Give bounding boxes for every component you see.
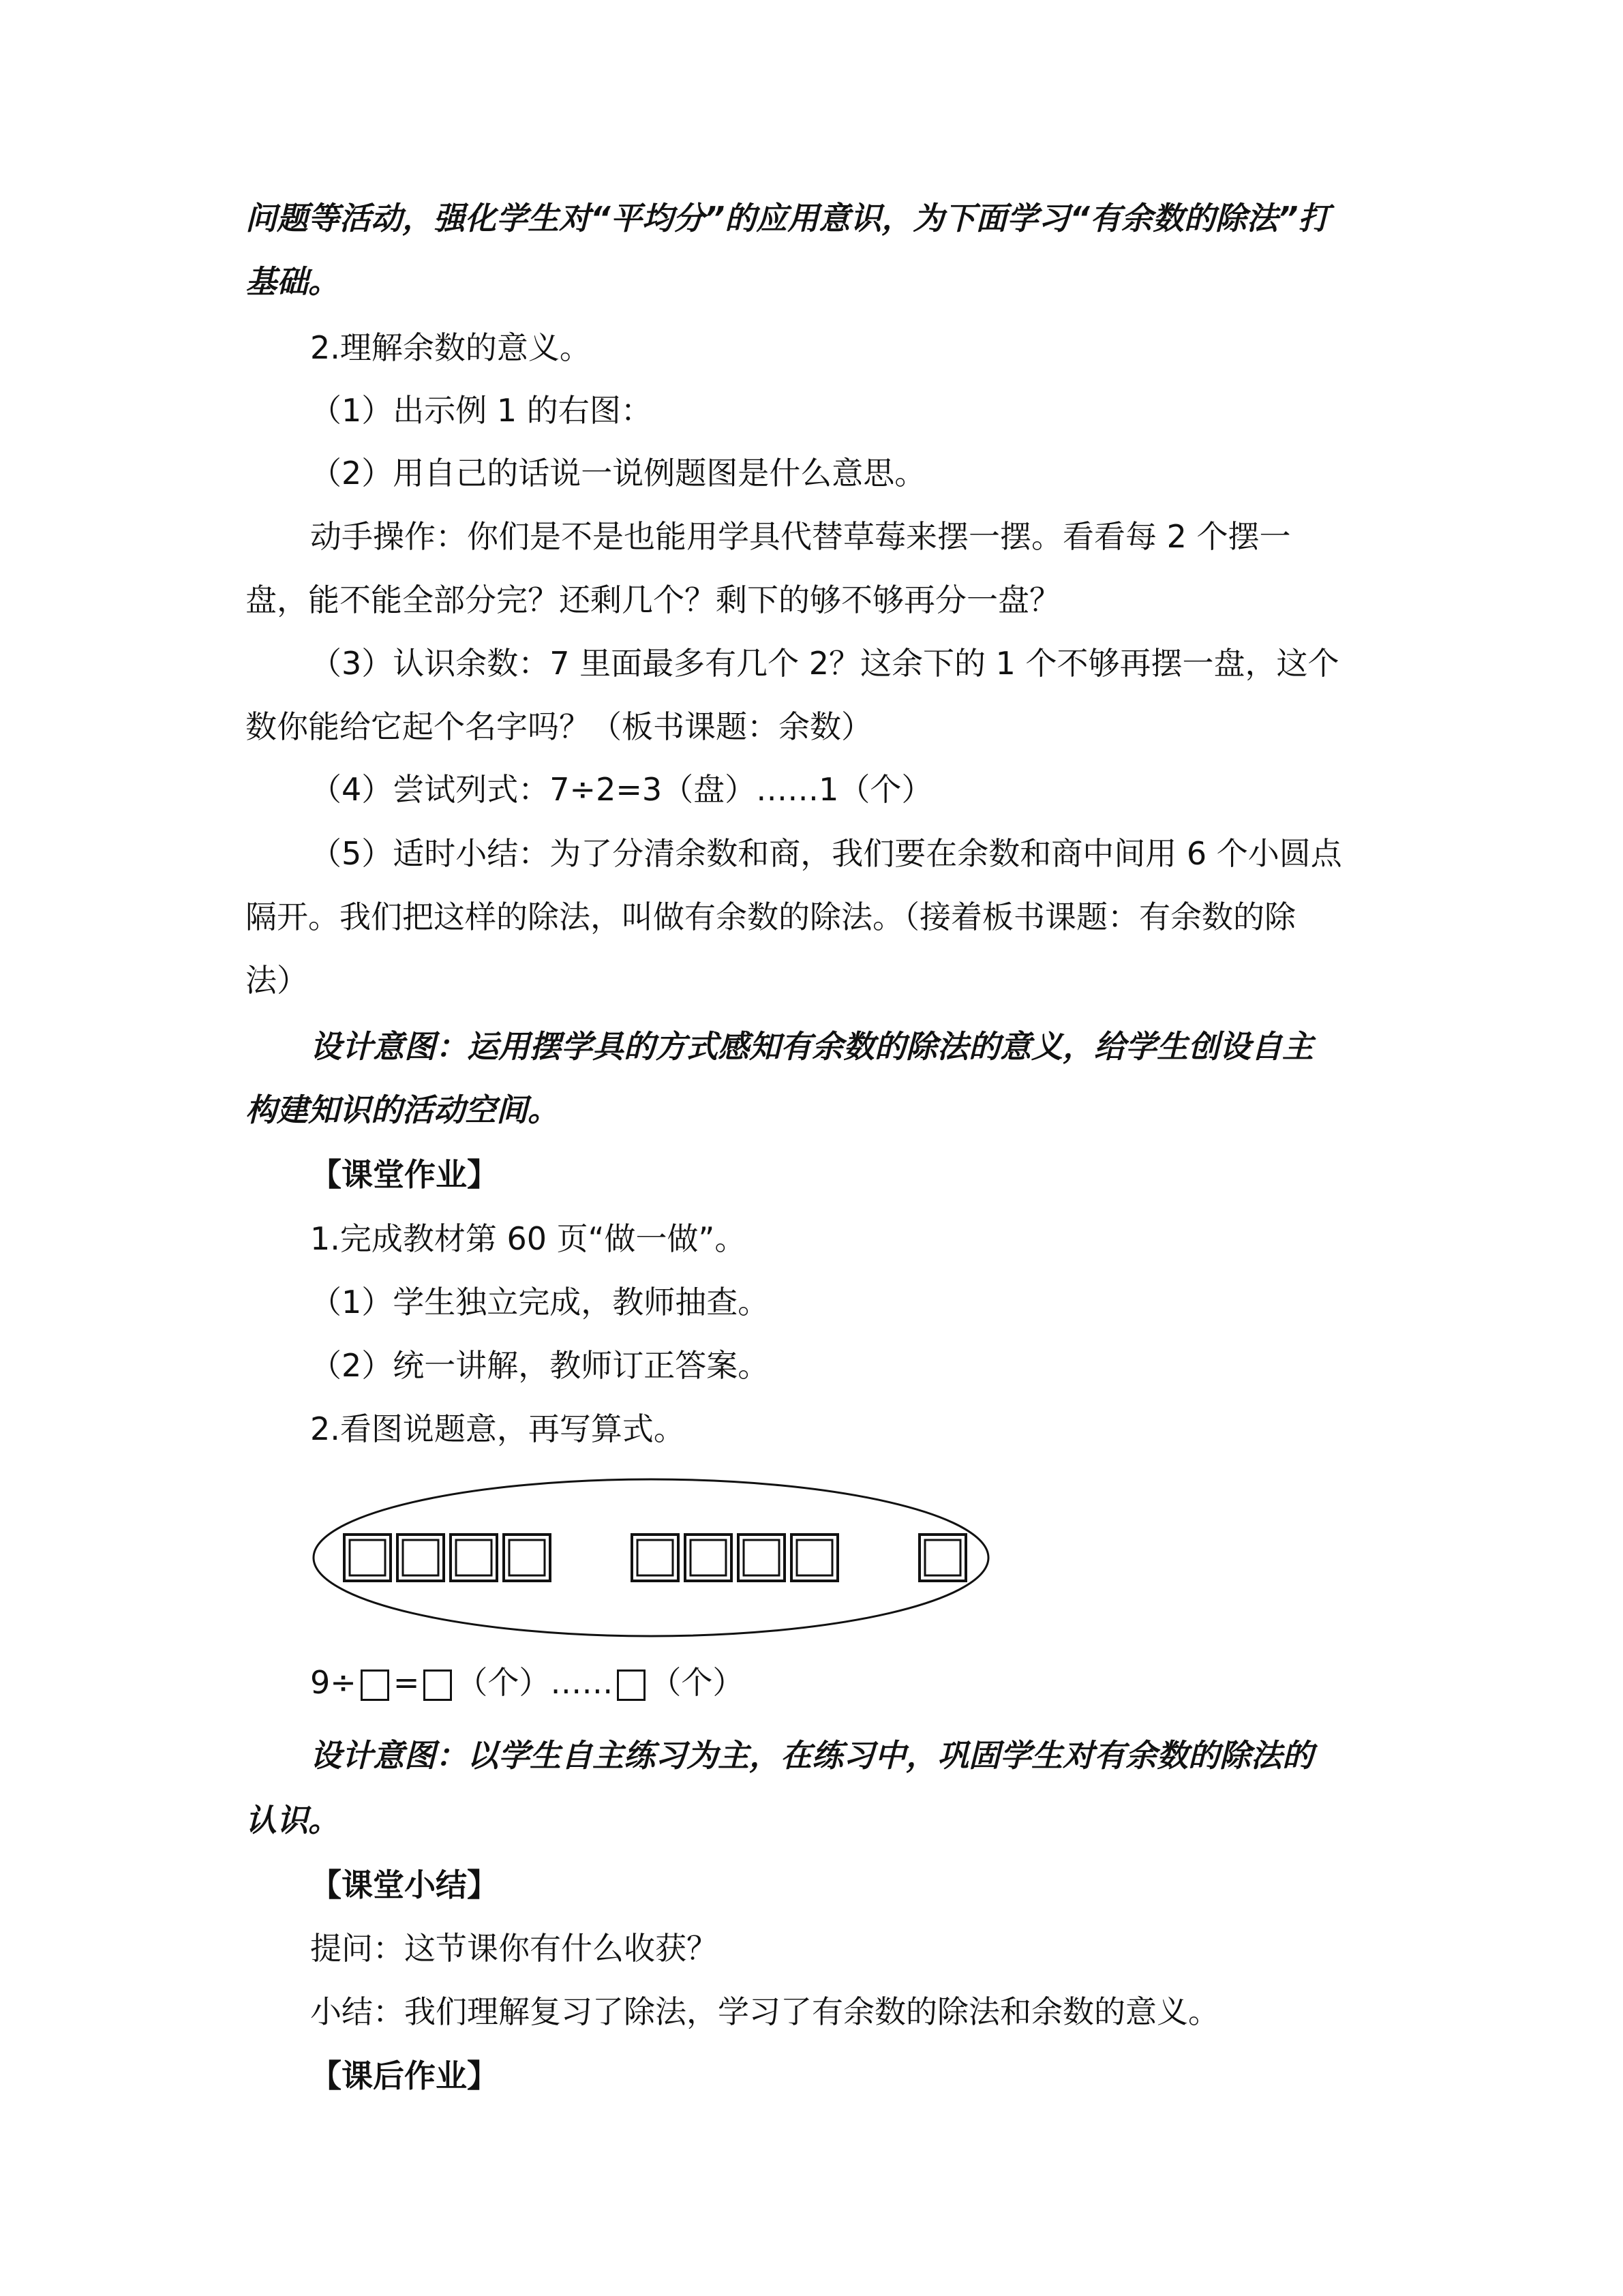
answer-box-quotient[interactable] — [423, 1670, 452, 1701]
item-square — [738, 1535, 785, 1581]
heading-homework: 【课后作业】 — [310, 2057, 498, 2094]
step-text: （2）用自己的话说一说例题图是什么意思。 — [310, 455, 926, 492]
item-square-inner — [509, 1540, 545, 1575]
design-intent-text: 构建知识的活动空间。 — [245, 1091, 559, 1128]
activity-text: 动手操作：你们是不是也能用学具代替草莓来摆一摆。看看每 2 个摆一 — [310, 518, 1291, 555]
answer-box-divisor[interactable] — [361, 1670, 389, 1701]
exercise-text: （2）统一讲解，教师订正答案。 — [310, 1347, 770, 1384]
heading-summary: 【课堂小结】 — [310, 1867, 498, 1903]
step-text: （3）认识余数：7 里面最多有几个 2？这余下的 1 个不够再摆一盘，这个 — [310, 645, 1339, 682]
item-square-inner — [637, 1540, 673, 1575]
item-square-inner — [744, 1540, 779, 1575]
formula-unit: （个） — [650, 1664, 744, 1701]
design-intent-text: 设计意图：以学生自主练习为主，在练习中，巩固学生对有余数的除法的 — [310, 1737, 1314, 1774]
formula-dots: …… — [550, 1664, 613, 1701]
step-text: （5）适时小结：为了分清余数和商，我们要在余数和商中间用 6 个小圆点 — [310, 835, 1342, 872]
item-square-inner — [691, 1540, 726, 1575]
step-text: 法） — [245, 962, 308, 999]
item-square — [344, 1535, 391, 1581]
exercise-text: 2.看图说题意，再写算式。 — [310, 1410, 685, 1447]
formula-unit: （个） — [456, 1664, 551, 1701]
item-square — [397, 1535, 444, 1581]
item-square-inner — [403, 1540, 438, 1575]
item-square — [632, 1535, 678, 1581]
item-square-inner — [456, 1540, 491, 1575]
ellipse-figure-svg — [310, 1476, 992, 1640]
step-text: 数你能给它起个名字吗？（板书课题：余数） — [245, 708, 873, 745]
group-ellipse — [314, 1479, 988, 1636]
formula-equals: = — [393, 1664, 420, 1701]
step-text: （1）出示例 1 的右图： — [310, 392, 652, 429]
answer-box-remainder[interactable] — [617, 1670, 646, 1701]
summary-answer: 小结：我们理解复习了除法，学习了有余数的除法和余数的意义。 — [310, 1993, 1219, 2030]
activity-text: 盘，能不能全部分完？还剩几个？剩下的够不够再分一盘？ — [245, 581, 1061, 618]
step-text: （4）尝试列式：7÷2=3（盘）……1（个） — [310, 771, 933, 808]
exercise-text: （1）学生独立完成，教师抽查。 — [310, 1284, 770, 1320]
design-intent-text: 问题等活动，强化学生对“平均分”的应用意识，为下面学习“有余数的除法”打 — [245, 200, 1330, 237]
item-square — [685, 1535, 731, 1581]
step-text: 隔开。我们把这样的除法，叫做有余数的除法。（接着板书课题：有余数的除 — [245, 898, 1296, 935]
design-intent-text: 认识。 — [245, 1802, 339, 1839]
formula-line — [310, 1662, 1442, 1703]
item-square — [920, 1535, 966, 1581]
exercise-text: 1.完成教材第 60 页“做一做”。 — [310, 1220, 746, 1257]
item-square — [451, 1535, 497, 1581]
item-square-inner — [797, 1540, 832, 1575]
section-title: 2.理解余数的意义。 — [310, 329, 591, 366]
item-square — [504, 1535, 550, 1581]
design-intent-text: 基础。 — [245, 263, 339, 300]
heading-classwork: 【课堂作业】 — [310, 1156, 498, 1193]
formula-dividend: 9÷ — [310, 1664, 357, 1701]
design-intent-text: 设计意图：运用摆学具的方式感知有余数的除法的意义，给学生创设自主 — [310, 1028, 1314, 1065]
division-figure — [310, 1476, 992, 1640]
item-square-inner — [925, 1540, 960, 1575]
summary-question: 提问：这节课你有什么收获？ — [310, 1930, 718, 1967]
item-square — [791, 1535, 838, 1581]
item-square-inner — [350, 1540, 385, 1575]
